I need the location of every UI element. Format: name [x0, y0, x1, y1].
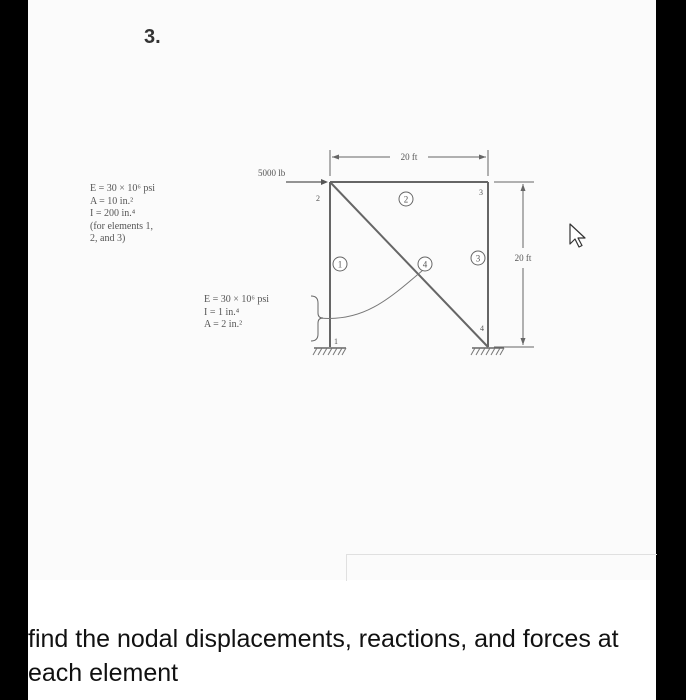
frame-diagram — [28, 0, 656, 580]
element-label-2: 2 — [403, 194, 409, 205]
question-text: find the nodal displacements, reactions, and forces at each element — [28, 625, 619, 687]
element-4-leader — [320, 270, 423, 318]
props-bracket — [311, 296, 323, 341]
element-label-1: 1 — [337, 259, 343, 270]
element-4-diagonal — [330, 182, 488, 347]
node-label-4: 4 — [480, 324, 484, 333]
problem-image — [28, 0, 656, 580]
node-label-3: 3 — [479, 188, 483, 197]
problem-number: 3. — [144, 26, 161, 48]
element-4-properties: E = 30 × 10⁶ psi I = 1 in.⁴ A = 2 in.² — [204, 294, 270, 330]
load-label: 5000 lb — [258, 168, 286, 178]
node-label-1: 1 — [334, 337, 338, 346]
page — [28, 0, 656, 700]
element-label-3: 3 — [475, 253, 481, 264]
element-label-4: 4 — [422, 259, 428, 270]
node-label-2: 2 — [316, 194, 320, 203]
element-1-2-3-properties: E = 30 × 10⁶ psi A = 10 in.² I = 200 in.⁴ (for elements 1, 2, and 3) — [90, 183, 156, 244]
cursor-icon — [570, 224, 585, 247]
card-edge — [346, 554, 657, 581]
right-dimension-label: 20 ft — [514, 253, 532, 263]
top-dimension-label: 20 ft — [400, 152, 418, 162]
load-arrowhead — [321, 179, 328, 185]
